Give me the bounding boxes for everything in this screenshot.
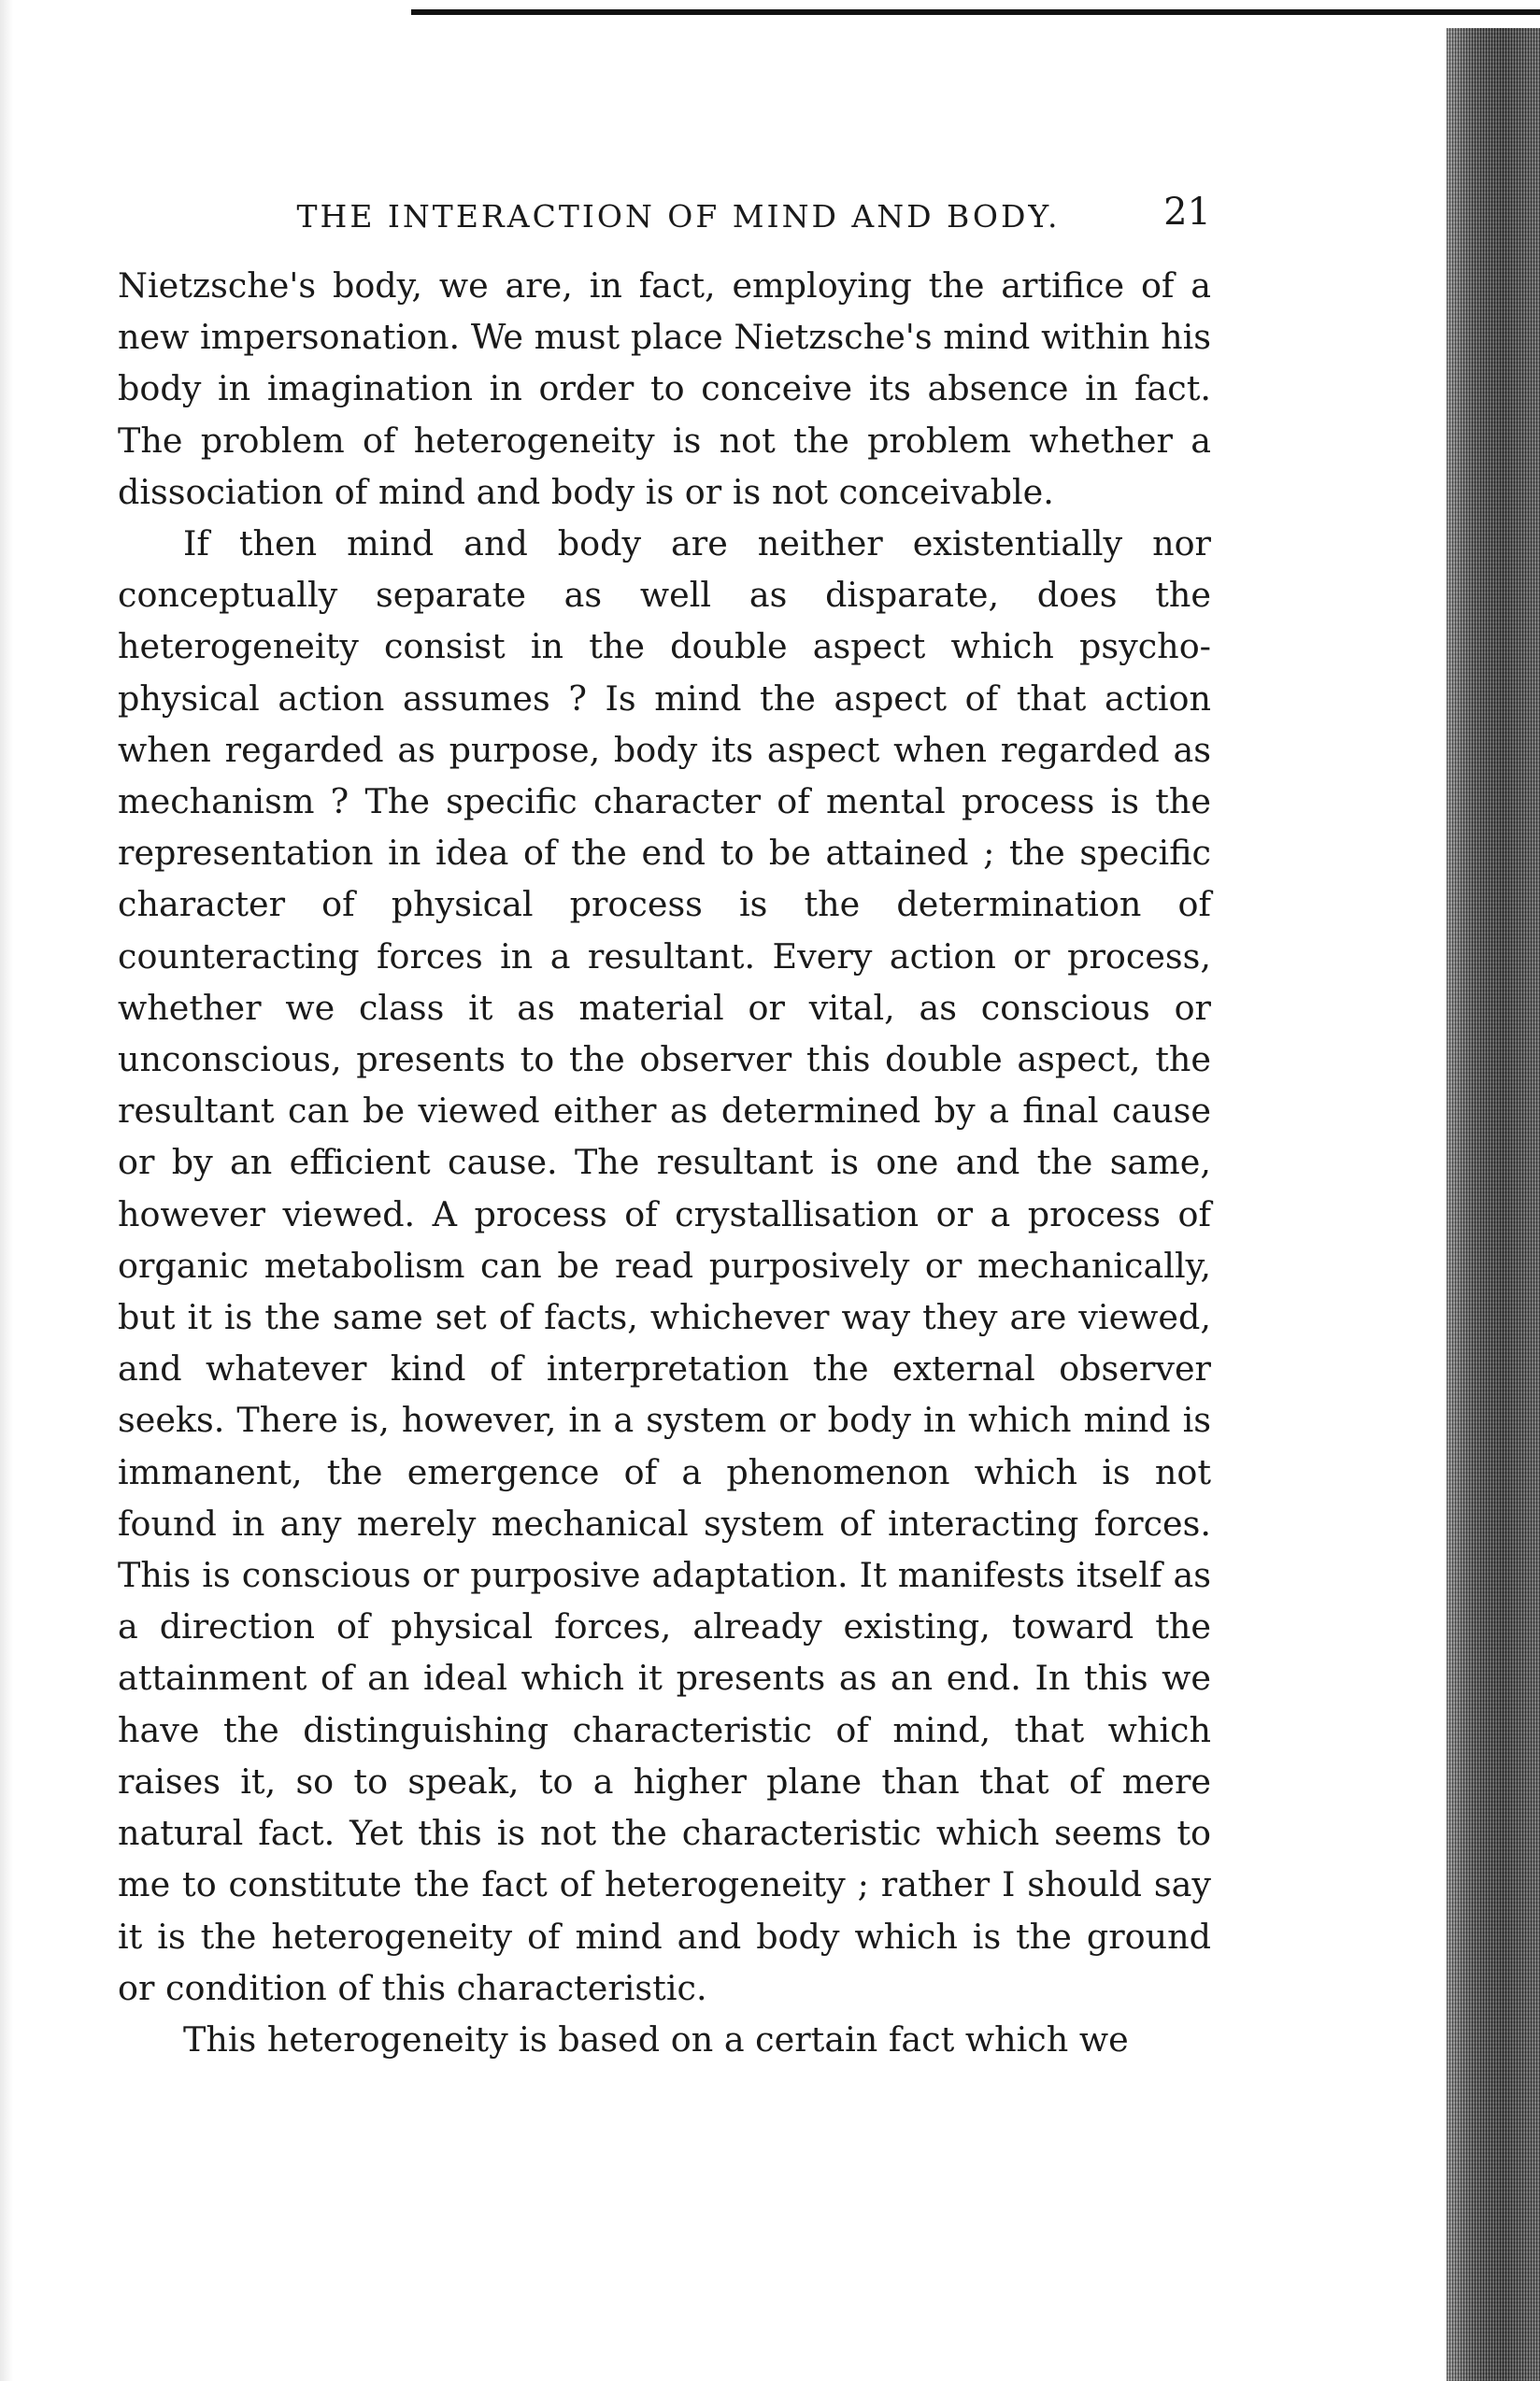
page-number: 21 (1163, 191, 1211, 234)
top-rule (411, 9, 1540, 15)
paragraph-continued: Nietzsche's body, we are, in fact, employing the artifice of a new impersonation. We must place Nietzsche's mind within his body in imagination in order to conceive its absence in fact. The problem of heterogeneity is not the problem whether a dissociation of mind and body is or is not conceivable. (118, 265, 1211, 512)
running-head (118, 187, 1211, 243)
page-edge-shadow (0, 0, 13, 2381)
body-text (118, 260, 1211, 2065)
book-spine-edge (1447, 28, 1540, 2381)
running-title: THE INTERACTION OF MIND AND BODY. (296, 198, 1061, 235)
paragraph: If then mind and body are neither existentially nor conceptually separate as well as disparate, does the heterogeneity consist in the double aspect which psycho-physical action assumes ? Is mind the aspect of that action when regarded as purpose, body its aspect when regarded as mechanism ? The specific character of mental process is the representation in idea of the end to be attained ; the specific character of physical process is the determination of counteracting forces in a resultant. Every action or process, whether we class it as material or vital, as conscious or unconscious, presents to the observer this double aspect, the resultant can be viewed either as determined by a final cause or by an efficient cause. The resultant is one and the same, however viewed. A process of crystallisation or a process of organic metabolism can be read purposively or mechanically, but it is the same set of facts, whichever way they are viewed, and whatever kind of interpretation the external observer seeks. There is, however, in a system or body in which mind is immanent, the emergence of a phenomenon which is not found in any merely mechanical system of interacting forces. This is conscious or purposive adaptation. It manifests itself as a direction of physical forces, already existing, toward the attainment of an ideal which it presents as an end. In this we have the distinguishing characteristic of mind, that which raises it, so to speak, to a higher plane than that of mere natural fact. Yet this is not the characteristic which seems to me to constitute the fact of heterogeneity ; rather I should say it is the heterogeneity of mind and body which is the ground or condition of this characteristic. (118, 523, 1211, 2008)
paragraph: This heterogeneity is based on a certain fact which we (183, 2018, 1129, 2060)
